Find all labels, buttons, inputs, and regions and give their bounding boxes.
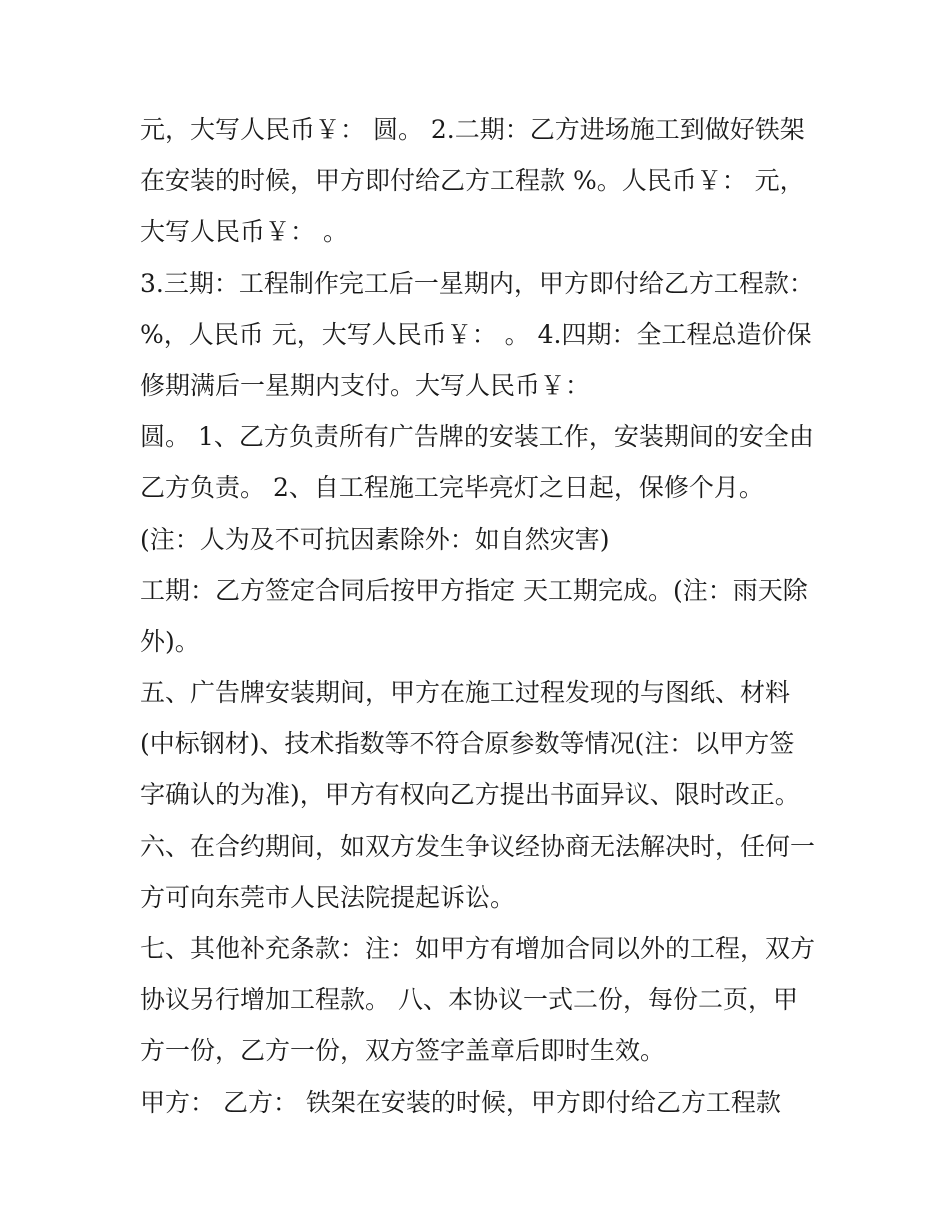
text-line-10: 工期：乙方签定合同后按甲方指定 天工期完成。(注：雨天除 [140, 575, 808, 605]
text-line-3: 大写人民币￥： 。 [140, 217, 348, 247]
text-line-19: 方一份，乙方一份，双方签字盖章后即时生效。 [140, 1036, 666, 1066]
text-line-13: (中标钢材)、技术指数等不符合原参数等情况(注：以甲方签 [140, 729, 795, 759]
text-line-16: 方可向东莞市人民法院提起诉讼。 [140, 882, 516, 912]
text-line-12: 五、广告牌安装期间，甲方在施工过程发现的与图纸、材料 [140, 678, 791, 708]
text-line-9: (注：人为及不可抗因素除外：如自然灾害) [140, 524, 610, 554]
document-body [140, 104, 820, 1128]
text-line-6: 修期满后一星期内支付。大写人民币￥： [140, 370, 591, 400]
text-line-15: 六、在合约期间，如双方发生争议经协商无法解决时，任何一 [140, 831, 816, 861]
text-line-17: 七、其他补充条款：注：如甲方有增加合同以外的工程，双方 [140, 934, 816, 963]
text-line-7: 圆。 1、乙方负责所有广告牌的安装工作，安装期间的安全由 [140, 422, 814, 452]
text-line-4: 3.三期：工程制作完工后一星期内，甲方即付给乙方工程款： [140, 268, 814, 298]
text-line-1: 元，大写人民币￥： 圆。 2.二期：乙方进场施工到做好铁架 [140, 115, 805, 144]
text-line-20: 甲方： 乙方： 铁架在安装的时候，甲方即付给乙方工程款 [140, 1087, 781, 1117]
text-line-11: 外)。 [140, 626, 200, 656]
text-line-18: 协议另行增加工程款。 八、本协议一式二份，每份二页，甲 [140, 985, 798, 1015]
text-line-8: 乙方负责。 2、自工程施工完毕亮灯之日起，保修个月。 [140, 473, 764, 503]
text-line-14: 字确认的为准)，甲方有权向乙方提出书面异议、限时改正。 [140, 780, 800, 810]
text-line-2: 在安装的时候，甲方即付给乙方工程款 %。人民币￥： 元， [140, 166, 805, 196]
text-line-5: %，人民币 元，大写人民币￥： 。 4.四期：全工程总造价保 [140, 319, 812, 349]
